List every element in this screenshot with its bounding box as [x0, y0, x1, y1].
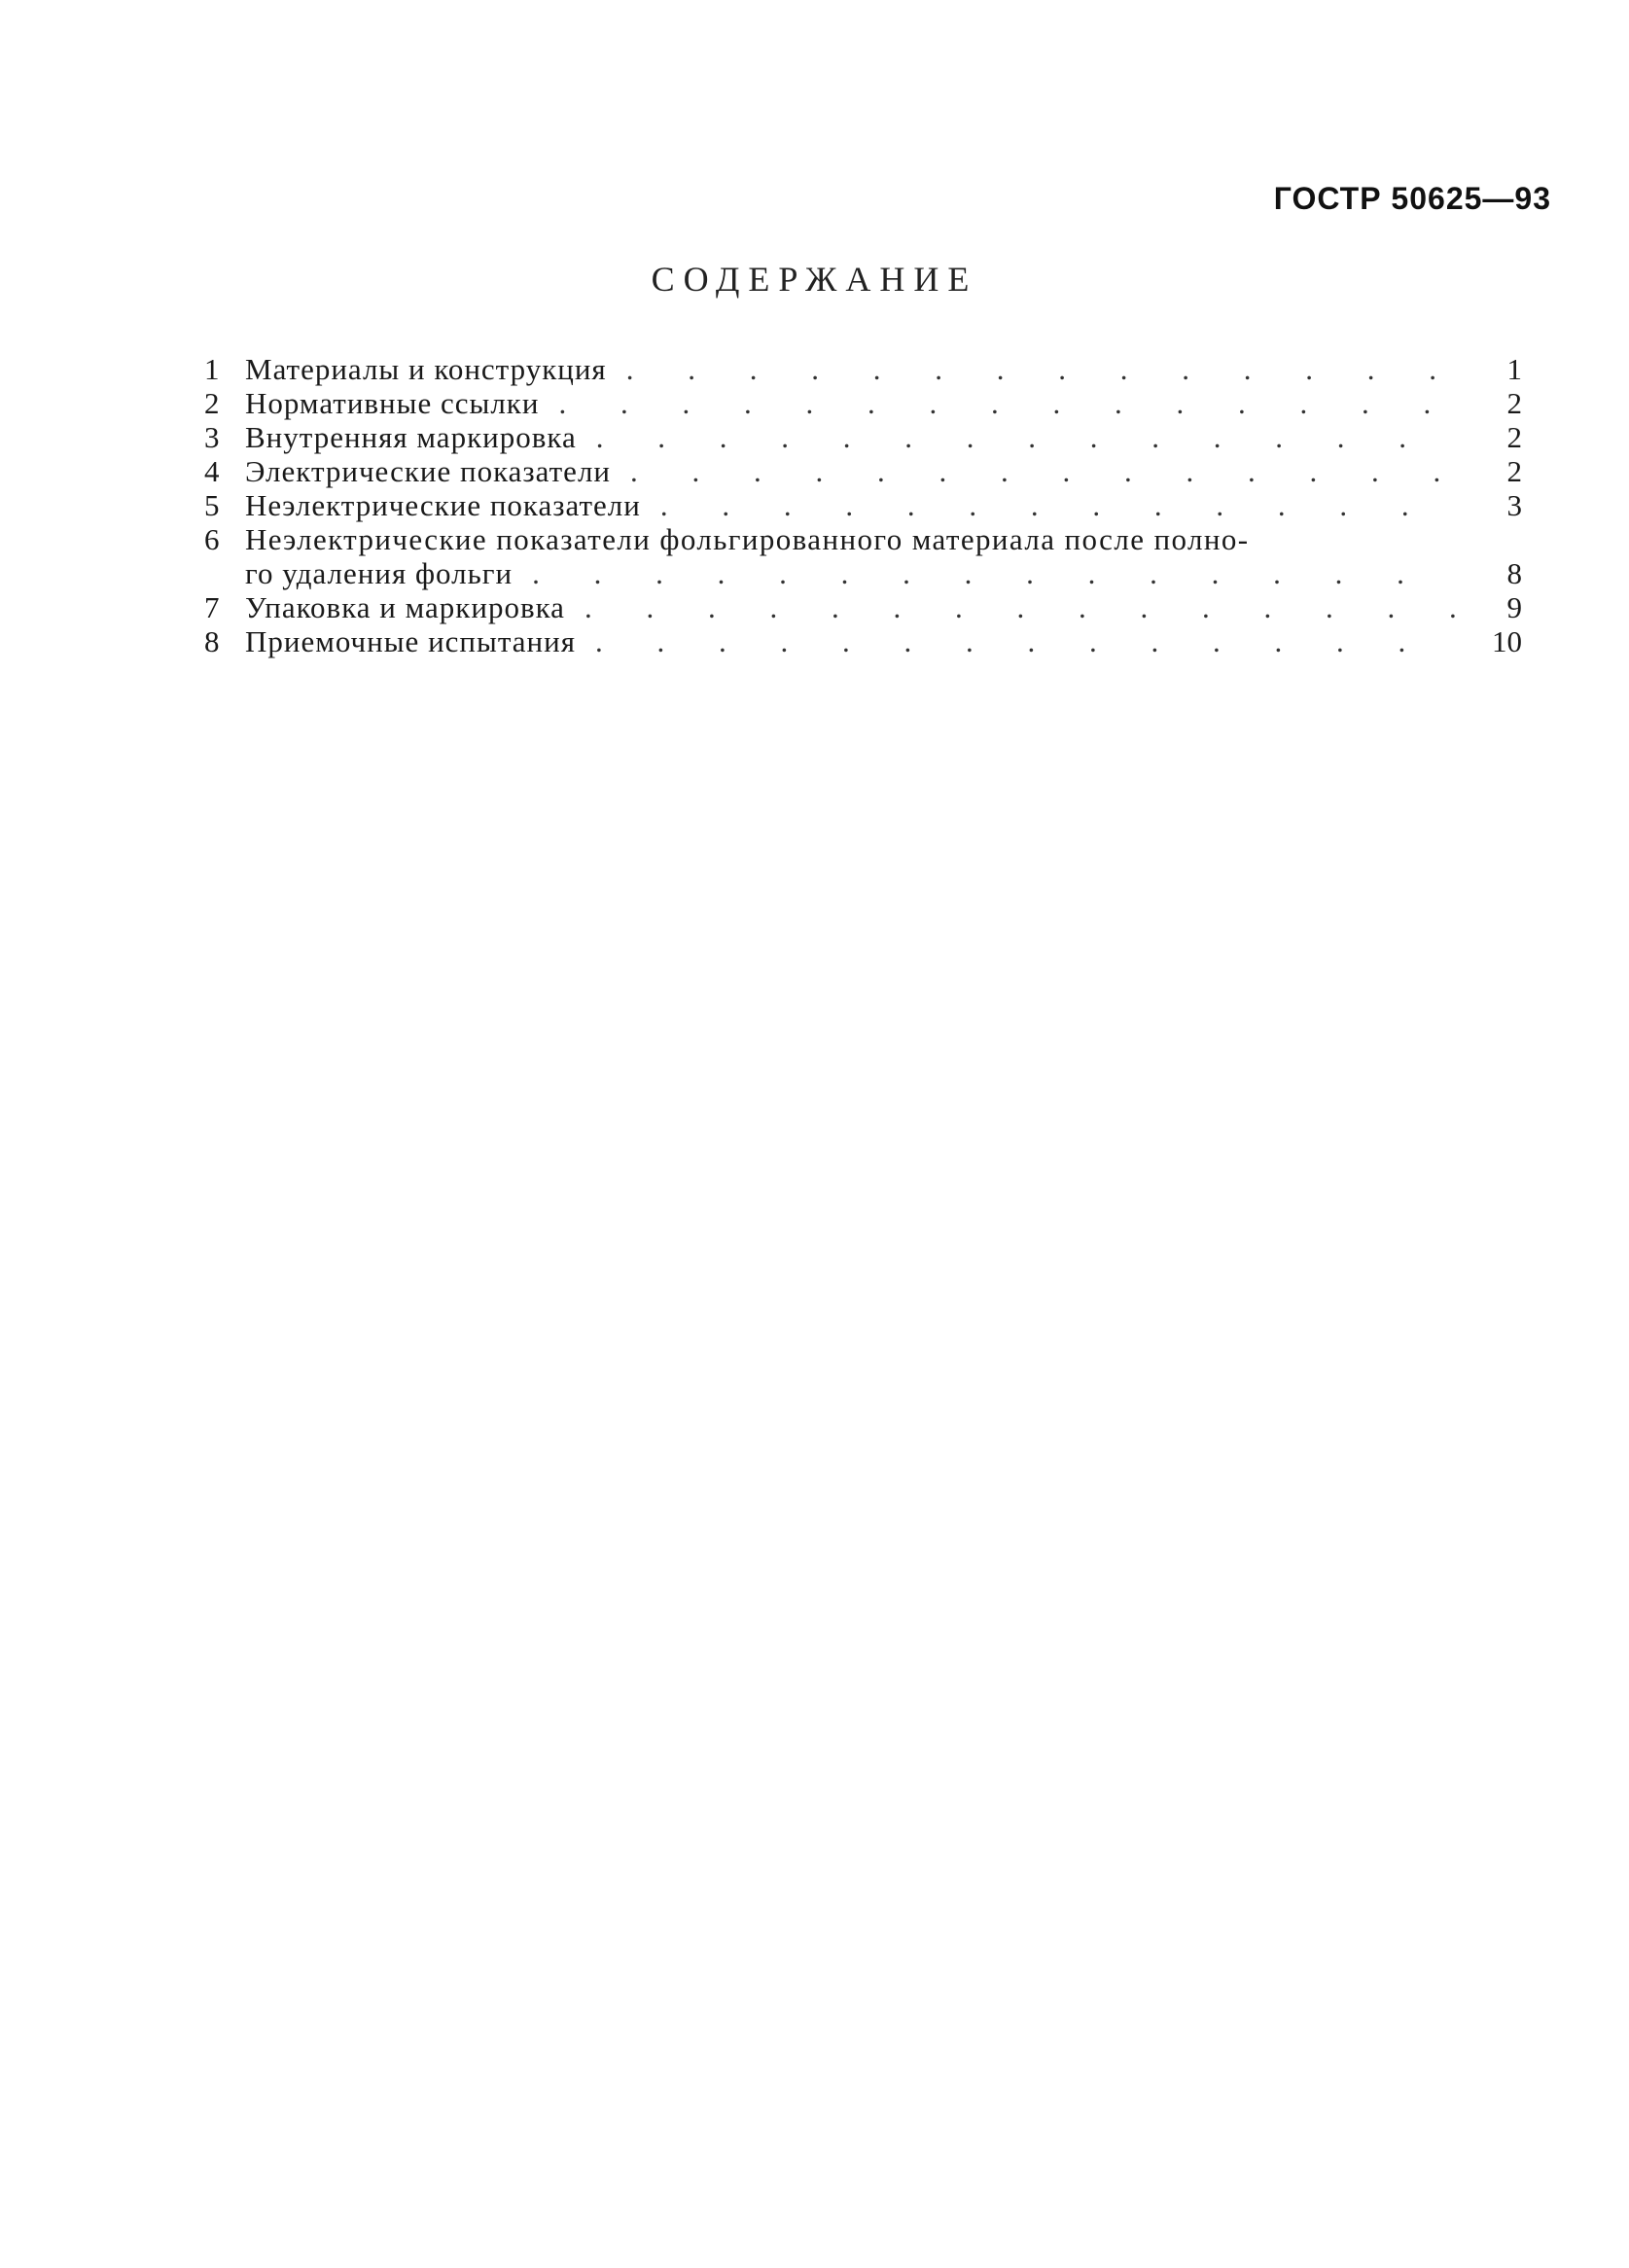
toc-item-5[interactable]: [204, 488, 1522, 522]
toc-item-label: Приемочные испытания: [245, 624, 576, 658]
toc-item-page: 9: [1506, 590, 1522, 624]
toc-item-number: 7: [204, 590, 220, 624]
dot-leader: [558, 386, 1460, 420]
toc-item-number: 8: [204, 624, 220, 658]
toc-item-7[interactable]: [204, 590, 1522, 624]
dot-leader: [626, 352, 1460, 386]
toc-item-number: 2: [204, 386, 220, 420]
toc-item-label: Материалы и конструкция: [245, 352, 607, 386]
toc-title: СОДЕРЖАНИЕ: [651, 260, 978, 299]
toc-item-number: 5: [204, 488, 220, 522]
toc-item-label-continuation: го удаления фольги: [245, 556, 513, 590]
table-of-contents: [204, 352, 1522, 658]
dot-leader: [660, 488, 1460, 522]
toc-item-number: 6: [204, 522, 220, 556]
toc-item-6-continuation[interactable]: [204, 556, 1522, 590]
toc-item-2[interactable]: [204, 386, 1522, 420]
toc-item-1[interactable]: [204, 352, 1522, 386]
toc-item-page: 10: [1492, 624, 1522, 658]
toc-item-page: 3: [1506, 488, 1522, 522]
toc-item-page: 2: [1506, 454, 1522, 488]
toc-item-4[interactable]: [204, 454, 1522, 488]
dot-leader: [596, 420, 1460, 454]
dot-leader: [532, 556, 1460, 590]
toc-item-page: 1: [1506, 352, 1522, 386]
toc-item-8[interactable]: [204, 624, 1522, 658]
toc-item-page: 8: [1506, 556, 1522, 590]
toc-item-label: Упаковка и маркировка: [245, 590, 565, 624]
toc-item-6[interactable]: [204, 522, 1522, 556]
toc-item-label: Электрические показатели: [245, 454, 612, 488]
toc-item-number: 4: [204, 454, 220, 488]
dot-leader: [595, 624, 1460, 658]
toc-item-number: 1: [204, 352, 220, 386]
toc-item-number: 3: [204, 420, 220, 454]
toc-item-label: Нормативные ссылки: [245, 386, 540, 420]
toc-item-page: 2: [1506, 420, 1522, 454]
dot-leader: [630, 454, 1460, 488]
toc-item-label: Внутренняя маркировка: [245, 420, 577, 454]
toc-item-page: 2: [1506, 386, 1522, 420]
toc-item-label: Неэлектрические показатели фольгированного материала после полно-: [245, 522, 1250, 556]
toc-item-3[interactable]: [204, 420, 1522, 454]
dot-leader: [584, 590, 1460, 624]
document-code: ГОСТР 50625—93: [1273, 181, 1551, 216]
toc-item-label: Неэлектрические показатели: [245, 488, 641, 522]
